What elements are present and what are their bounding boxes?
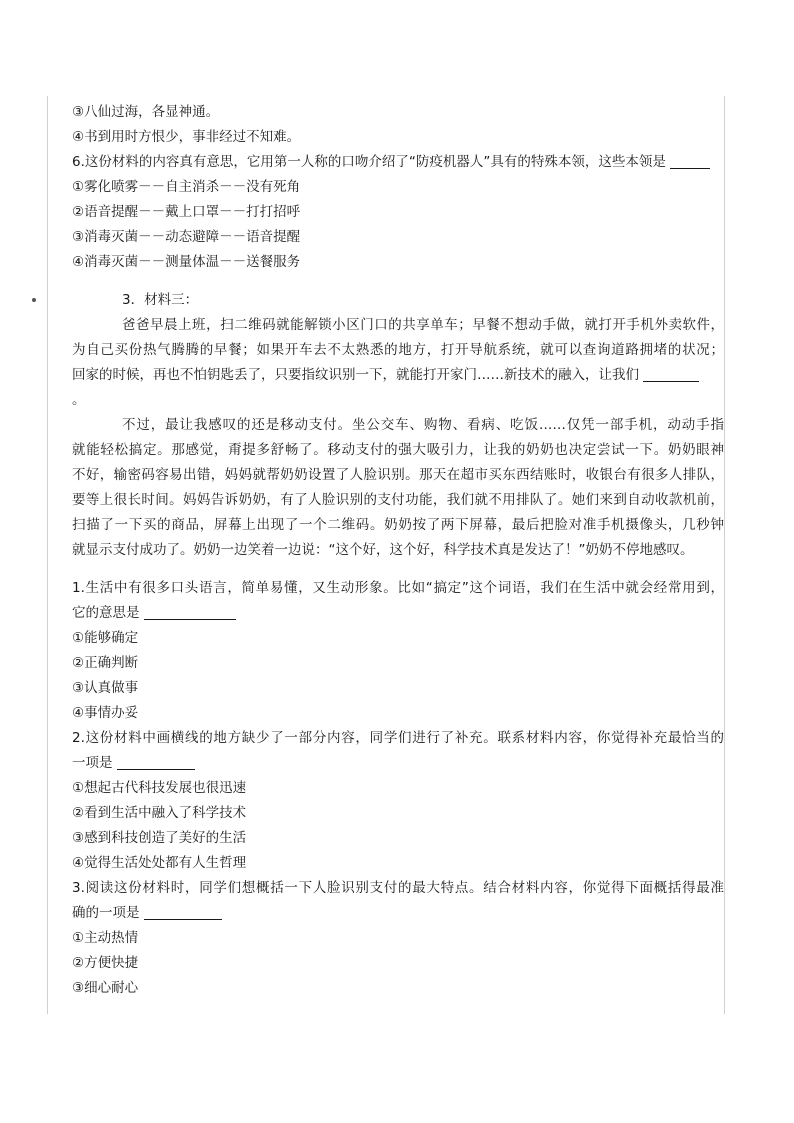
- option-line: ③认真做事: [72, 680, 139, 696]
- left-margin-rule: [47, 96, 48, 1014]
- option-line: ③八仙过海，各显神通。: [72, 104, 220, 120]
- answer-blank[interactable]: [670, 153, 710, 169]
- answer-blank[interactable]: [643, 366, 699, 382]
- option-line: ②方便快捷: [72, 955, 139, 971]
- paragraph-line: 要等上很长时间。妈妈告诉奶奶，有了人脸识别的支付功能，我们就不用排队了。她们来到自动收款机前，: [72, 492, 724, 508]
- paragraph-line: 爸爸早晨上班，扫二维码就能解锁小区门口的共享单车；早餐不想动手做，就打开手机外卖软件，: [122, 317, 724, 333]
- question-1-stem-cont: 它的意思是: [72, 601, 724, 626]
- option-line: ③消毒灭菌－－动态避障－－语音提醒: [72, 229, 301, 245]
- answer-blank[interactable]: [144, 604, 236, 620]
- paragraph-line: 为自己买份热气腾腾的早餐；如果开车去不太熟悉的地方，打开导航系统，就可以查询道路拥堵的状况；: [72, 342, 724, 358]
- question-2-stem-cont: 一项是: [72, 751, 724, 776]
- option-line: ①想起古代科技发展也很迅速: [72, 780, 247, 796]
- paragraph-line: 扫描了一下买的商品，屏幕上出现了一个二维码。奶奶按了两下屏幕，最后把脸对准手机摄像头，几秒钟: [72, 517, 724, 533]
- answer-blank[interactable]: [117, 754, 195, 770]
- option-line: ①能够确定: [72, 630, 139, 646]
- material-3-heading: 3．材料三：: [122, 292, 199, 308]
- answer-blank[interactable]: [144, 904, 222, 920]
- paragraph-line: 回家的时候，再也不怕钥匙丢了，只要指纹识别一下，就能打开家门……新技术的融入，让我们: [72, 363, 724, 388]
- paragraph-line: 就显示支付成功了。奶奶一边笑着一边说：“这个好，这个好，科学技术真是发达了！”奶奶不停地感叹。: [72, 542, 694, 558]
- option-line: ③细心耐心: [72, 980, 139, 996]
- option-line: ②看到生活中融入了科学技术: [72, 805, 247, 821]
- question-3-stem: 3.阅读这份材料时，同学们想概括一下人脸识别支付的最大特点。结合材料内容，你觉得下面概括得最准: [72, 880, 724, 896]
- paragraph-line: 不好，输密码容易出错，妈妈就帮奶奶设置了人脸识别。那天在超市买东西结账时，收银台有很多人排队，: [72, 467, 724, 483]
- option-line: ④消毒灭菌－－测量体温－－送餐服务: [72, 254, 301, 270]
- document-body: [72, 100, 724, 1001]
- option-line: ③感到科技创造了美好的生活: [72, 830, 247, 846]
- option-line: ④觉得生活处处都有人生哲理: [72, 855, 247, 871]
- option-line: ④书到用时方恨少，事非经过不知难。: [72, 129, 301, 145]
- option-line: ②语音提醒－－戴上口罩－－打打招呼: [72, 204, 301, 220]
- option-line: ①主动热情: [72, 930, 139, 946]
- question-3-stem-cont: 确的一项是: [72, 901, 724, 926]
- question-2-stem: 2.这份材料中画横线的地方缺少了一部分内容，同学们进行了补充。联系材料内容，你觉得补充最恰当的: [72, 730, 724, 746]
- paragraph-line: 就能轻松搞定。那感觉，甭提多舒畅了。移动支付的强大吸引力，让我的奶奶也决定尝试一下。奶奶眼神: [72, 442, 724, 458]
- paragraph-line: 不过，最让我感叹的还是移动支付。坐公交车、购物、看病、吃饭……仅凭一部手机，动动手指: [122, 417, 724, 433]
- list-bullet-icon: [32, 298, 36, 302]
- right-margin-rule: [724, 96, 725, 1014]
- question-6-stem: 6.这份材料的内容真有意思，它用第一人称的口吻介绍了“防疫机器人”具有的特殊本领，这些本领是: [72, 150, 724, 175]
- paragraph-line: 。: [72, 392, 86, 408]
- option-line: ①雾化喷雾－－自主消杀－－没有死角: [72, 179, 301, 195]
- option-line: ②正确判断: [72, 655, 139, 671]
- option-line: ④事情办妥: [72, 705, 139, 721]
- question-1-stem: 1.生活中有很多口头语言，简单易懂，又生动形象。比如“搞定”这个词语，我们在生活中就会经常用到，: [72, 580, 724, 596]
